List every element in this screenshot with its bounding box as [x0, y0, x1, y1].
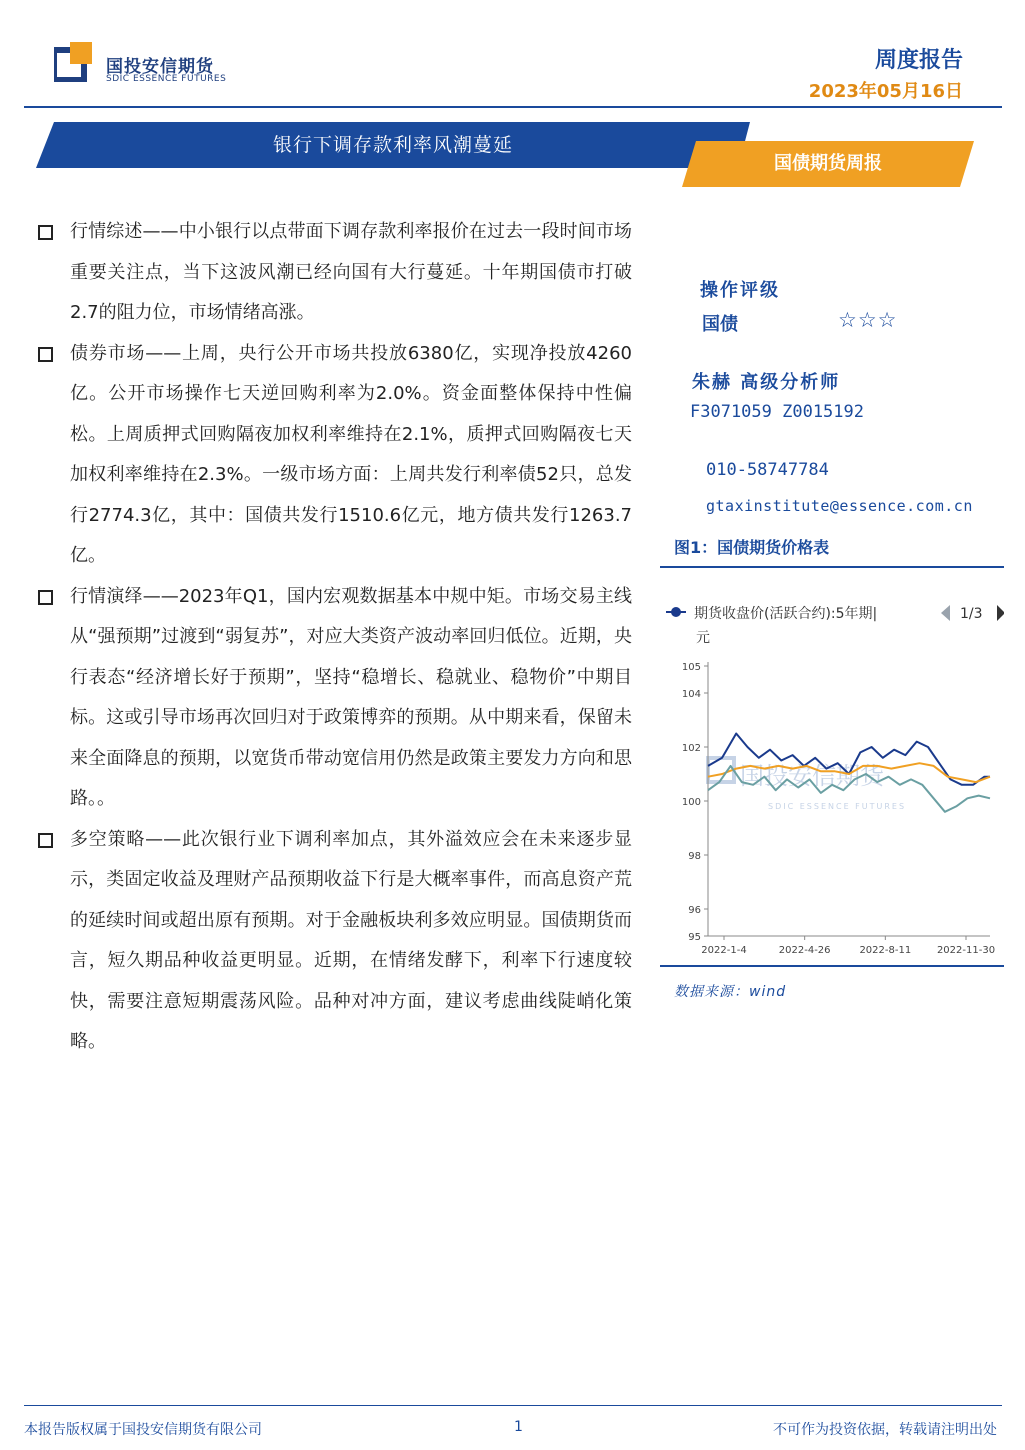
legend-page: 1/3: [960, 606, 983, 622]
y-tick-label: 96: [688, 905, 701, 916]
prev-page-icon[interactable]: [941, 605, 950, 621]
main-content: [36, 212, 632, 1063]
rating-title: 操作评级: [700, 280, 780, 301]
rating-item: 国债: [702, 314, 738, 335]
y-tick-label: 100: [681, 797, 701, 808]
data-source: 数据来源：wind: [674, 984, 787, 1000]
header-divider: [24, 106, 1002, 108]
legend-label: 期货收盘价(活跃合约):5年期|: [694, 606, 878, 622]
footer-disclaimer: 不可作为投资依据，转载请注明出处: [773, 1422, 997, 1438]
report-subtitle: 国债期货周报: [774, 153, 882, 174]
next-page-icon[interactable]: [997, 605, 1004, 621]
report-type: 周度报告: [874, 48, 963, 73]
square-bullet-icon: [38, 590, 53, 605]
page-number: 1: [514, 1419, 523, 1435]
y-tick-label: 102: [681, 743, 701, 754]
report-date: 2023年05月16日: [808, 81, 963, 102]
footer-divider: [24, 1405, 1002, 1406]
x-tick-label: 2022-1-4: [701, 945, 747, 956]
y-tick-label: 98: [688, 851, 701, 862]
y-tick-label: 105: [681, 662, 701, 673]
company-logo-icon: [54, 42, 94, 82]
analyst-license: F3071059 Z0015192: [690, 402, 864, 422]
square-bullet-icon: [38, 833, 53, 848]
rating-stars: ☆☆☆: [838, 308, 898, 332]
paragraph-market-evolution: [36, 577, 632, 820]
paragraph-text: 债券市场——上周，央行公开市场共投放6380亿，实现净投放4260亿。公开市场操作七天逆回购利率为2.0%。资金面整体保持中性偏松。上周质押式回购隔夜加权利率维持在2.1%，质押式回购隔夜七天加权利率维持在2.3%。一级市场方面：上周共发行利率债52只，总发行2774.3亿，其中：国债共发行1510.6亿元，地方债共发行1263.7亿。: [70, 342, 632, 566]
paragraph-text: 行情综述——中小银行以点带面下调存款利率报价在过去一段时间市场重要关注点，当下这波风潮已经向国有大行蔓延。十年期国债市打破2.7的阻力位，市场情绪高涨。: [70, 221, 632, 323]
figure-bottom-rule: [660, 965, 1004, 967]
y-tick-label: 104: [681, 689, 701, 700]
chart-watermark: 国投安信期货: [740, 762, 884, 790]
logo-company-name-en: SDIC ESSENCE FUTURES: [106, 74, 227, 84]
paragraph-bond-market: [36, 334, 632, 577]
y-tick-label: 95: [688, 932, 701, 943]
x-tick-label: 2022-4-26: [778, 945, 831, 956]
chart-watermark-en: SDIC ESSENCE FUTURES: [768, 802, 907, 811]
x-tick-label: 2022-11-30: [936, 945, 996, 956]
footer-copyright: 本报告版权属于国投安信期货有限公司: [24, 1422, 262, 1438]
figure-top-rule: [660, 566, 1004, 568]
paragraph-text: 行情演绎——2023年Q1，国内宏观数据基本中规中矩。市场交易主线从“强预期”过渡到“弱复苏”，对应大类资产波动率回归低位。近期，央行表态“经济增长好于预期”，坚持“稳增长、稳就业、稳物价”中期目标。这或引导市场再次回归对于政策博弈的预期。从中期来看，保留未来全面降息的预期，以宽货币带动宽信用仍然是政策主要发力方向和思路。。: [70, 585, 632, 809]
square-bullet-icon: [38, 225, 53, 240]
contact-phone: 010-58747784: [706, 460, 829, 480]
analyst-name: 朱赫 高级分析师: [692, 372, 841, 393]
paragraph-market-overview: [36, 212, 632, 334]
logo-company-name: 国投安信期货: [106, 57, 214, 77]
paragraph-strategy: [36, 820, 632, 1063]
figure-title: 图1：国债期货价格表: [674, 538, 830, 557]
paragraph-text: 多空策略——此次银行业下调利率加点，其外溢效应会在未来逐步显示，类固定收益及理财产品预期收益下行是大概率事件，而高息资产荒的延续时间或超出原有预期。对于金融板块利多效应明显。国债期货而言，短久期品种收益更明显。近期，在情绪发酵下，利率下行速度较快，需要注意短期震荡风险。品种对冲方面，建议考虑曲线陡峭化策略。: [70, 828, 632, 1052]
square-bullet-icon: [38, 347, 53, 362]
contact-email: gtaxinstitute@essence.com.cn: [706, 497, 973, 515]
x-tick-label: 2022-8-11: [859, 945, 912, 956]
futures-price-chart: [660, 590, 1004, 962]
legend-marker-icon: [671, 607, 681, 617]
legend-unit: 元: [696, 630, 710, 646]
report-title: 银行下调存款利率风潮蔓延: [272, 134, 513, 156]
